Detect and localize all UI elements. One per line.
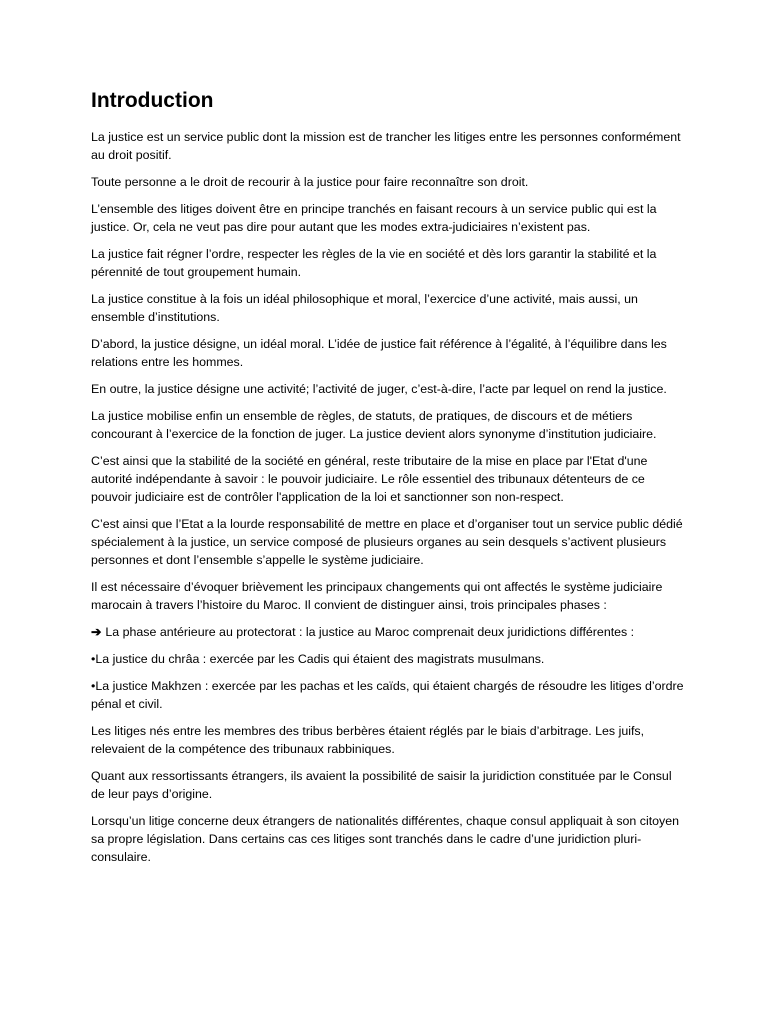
paragraph-7: En outre, la justice désigne une activité; l’activité de juger, c’est-à-dire, l’acte par lequel on rend la justice. (91, 382, 667, 396)
paragraph-10: C’est ainsi que l’Etat a la lourde responsabilité de mettre en place et d’organiser tout un service public dédié spécialement à la justice, un service composé de plusieurs organes au sein desquels s’activent plusieurs personnes et dont l’ensemble s’appelle le système judiciaire. (91, 517, 683, 567)
paragraph-6: D’abord, la justice désigne, un idéal moral. L’idée de justice fait référence à l’égalité, à l’équilibre dans les relations entre les hommes. (91, 337, 667, 369)
bullet-item-1: •La justice du chrâa : exercée par les Cadis qui étaient des magistrats musulmans. (91, 652, 545, 666)
arrow-list-item-text: La phase antérieure au protectorat : la justice au Maroc comprenait deux juridictions différentes : (105, 625, 635, 639)
paragraph-11: Il est nécessaire d’évoquer brièvement les principaux changements qui ont affectés le système judiciaire marocain à travers l’histoire du Maroc. Il convient de distinguer ainsi, trois principales phases : (91, 580, 663, 612)
closing-paragraph-1: Les litiges nés entre les membres des tribus berbères étaient réglés par le biais d’arbitrage. Les juifs, relevaient de la compétence des tribunaux rabbiniques. (91, 724, 645, 756)
document-page (91, 86, 686, 875)
bullet-item-2: •La justice Makhzen : exercée par les pachas et les caïds, qui étaient chargés de résoudre les litiges d’ordre pénal et civil. (91, 679, 684, 711)
arrow-right-icon: ➔ (91, 625, 102, 639)
closing-paragraph-3: Lorsqu’un litige concerne deux étrangers de nationalités différentes, chaque consul appliquait à son citoyen sa propre législation. Dans certains cas ces litiges sont tranchés dans le cadre d’une juridiction pluri-consulaire. (91, 814, 680, 864)
paragraph-1: La justice est un service public dont la mission est de trancher les litiges entre les personnes conformément au droit positif. (91, 130, 681, 162)
paragraph-4: La justice fait régner l’ordre, respecter les règles de la vie en société et dès lors garantir la stabilité et la pérennité de tout groupement humain. (91, 247, 657, 279)
paragraph-9: C’est ainsi que la stabilité de la société en général, reste tributaire de la mise en place par l'Etat d'une autorité indépendante à savoir : le pouvoir judiciaire. Le rôle essentiel des tribunaux détenteurs de ce pouvoir judiciaire est de contrôler l'application de la loi et sanctionner son non-respect. (91, 454, 648, 504)
closing-paragraph-2: Quant aux ressortissants étrangers, ils avaient la possibilité de saisir la juridiction constituée par le Consul de leur pays d’origine. (91, 769, 672, 801)
paragraph-3: L’ensemble des litiges doivent être en principe tranchés en faisant recours à un service public qui est la justice. Or, cela ne veut pas dire pour autant que les modes extra-judiciaires n’existent pas. (91, 202, 657, 234)
paragraph-8: La justice mobilise enfin un ensemble de règles, de statuts, de pratiques, de discours et de métiers concourant à l’exercice de la fonction de juger. La justice devient alors synonyme d’institution judiciaire. (91, 409, 657, 441)
paragraph-5: La justice constitue à la fois un idéal philosophique et moral, l’exercice d’une activité, mais aussi, un ensemble d’institutions. (91, 292, 638, 324)
paragraph-2: Toute personne a le droit de recourir à la justice pour faire reconnaître son droit. (91, 175, 529, 189)
document-title: Introduction (91, 89, 214, 112)
arrow-list-item (91, 623, 686, 641)
